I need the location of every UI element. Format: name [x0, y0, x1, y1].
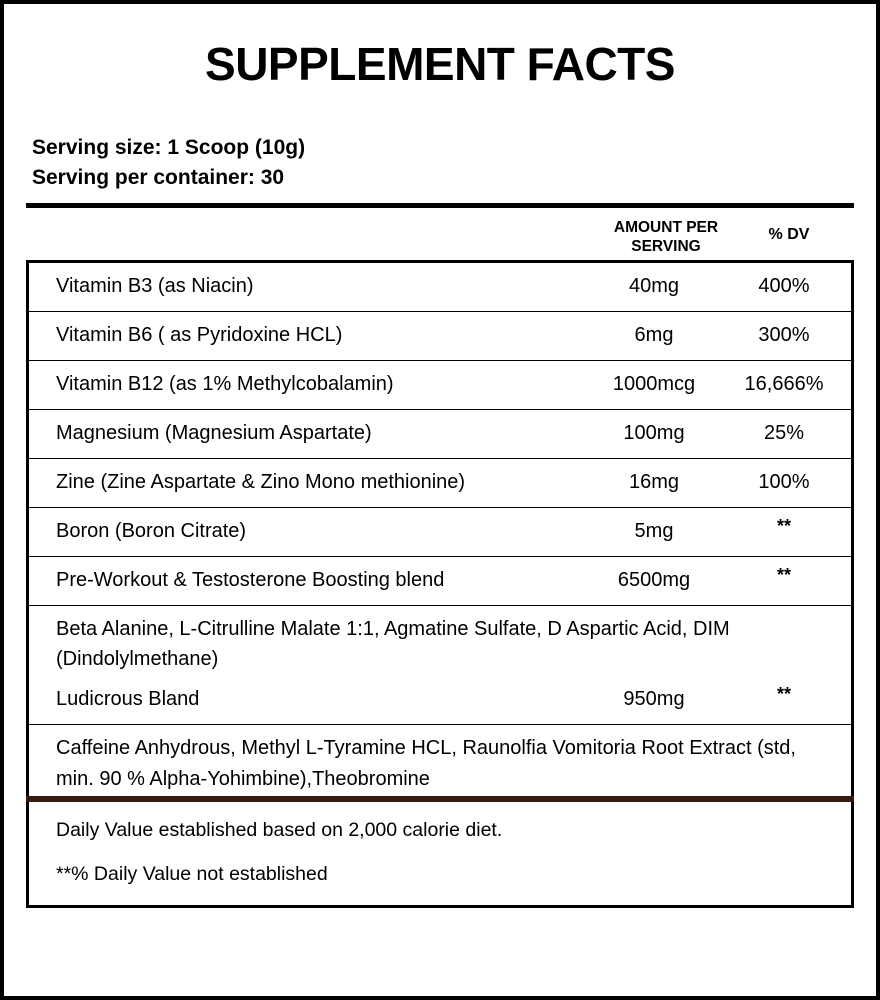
ingredient-name: Vitamin B6 ( as Pyridoxine HCL) — [56, 323, 343, 346]
page-title: SUPPLEMENT FACTS — [205, 38, 675, 90]
ingredient-name: Zine (Zine Aspartate & Zino Mono methionine) — [56, 470, 466, 493]
ingredient-name: Vitamin B3 (as Niacin) — [56, 274, 254, 297]
serving-per-container: Serving per container: 30 — [32, 165, 285, 189]
ingredient-dv: 300% — [758, 323, 810, 346]
serving-info — [32, 133, 876, 193]
ingredient-dv: 16,666% — [744, 372, 824, 395]
footnote-daily-value: Daily Value established based on 2,000 calorie diet. — [56, 819, 503, 842]
ingredient-dv: ** — [776, 515, 791, 536]
ingredient-dv: ** — [776, 564, 791, 585]
ingredient-dv: 25% — [763, 421, 805, 444]
ingredient-name: Boron (Boron Citrate) — [56, 519, 247, 542]
ingredient-name: Vitamin B12 (as 1% Methylcobalamin) — [56, 372, 394, 395]
column-header-amount — [596, 218, 736, 257]
ingredient-amount: 6500mg — [617, 568, 691, 591]
ingredient-amount: 5mg — [634, 519, 674, 542]
ingredient-dv: 100% — [758, 470, 810, 493]
column-header-amount-line2: SERVING — [631, 238, 701, 255]
table-row — [29, 361, 851, 410]
ingredient-dv: 400% — [758, 274, 810, 297]
ingredient-amount: 950mg — [623, 688, 685, 711]
ingredient-amount: 6mg — [634, 323, 674, 346]
nutrition-table — [26, 260, 854, 797]
serving-size: Serving size: 1 Scoop (10g) — [32, 136, 306, 159]
table-row — [29, 676, 851, 725]
ingredient-name: Pre-Workout & Testosterone Boosting blend — [56, 568, 445, 591]
ingredient-dv: ** — [776, 684, 791, 705]
footnotes — [26, 802, 854, 908]
ingredient-amount: 1000mcg — [612, 372, 696, 395]
blend-description-2: Caffeine Anhydrous, Methyl L-Tyramine HCL, Raunolfia Vomitoria Root Extract (std, min. 90 % Alpha-Yohimbine),Theobromine — [56, 737, 796, 790]
column-header-dv: % DV — [768, 225, 810, 243]
table-row — [29, 459, 851, 508]
table-row — [29, 312, 851, 361]
column-header-amount-line1: AMOUNT PER — [613, 218, 719, 236]
table-row — [29, 557, 851, 606]
blend-description-1: Beta Alanine, L-Citrulline Malate 1:1, Agmatine Sulfate, D Aspartic Acid, DIM (Dindolylmethane) — [56, 617, 730, 671]
table-row — [29, 508, 851, 557]
ingredient-amount: 16mg — [628, 470, 680, 493]
ingredient-amount: 100mg — [623, 421, 685, 444]
table-header — [26, 208, 854, 260]
footnote-not-established: **% Daily Value not established — [56, 862, 328, 885]
table-row — [29, 410, 851, 459]
ingredient-name: Ludicrous Bland — [56, 688, 200, 711]
ingredient-name: Magnesium (Magnesium Aspartate) — [56, 421, 372, 444]
ingredient-amount: 40mg — [628, 274, 680, 297]
table-row — [29, 263, 851, 312]
